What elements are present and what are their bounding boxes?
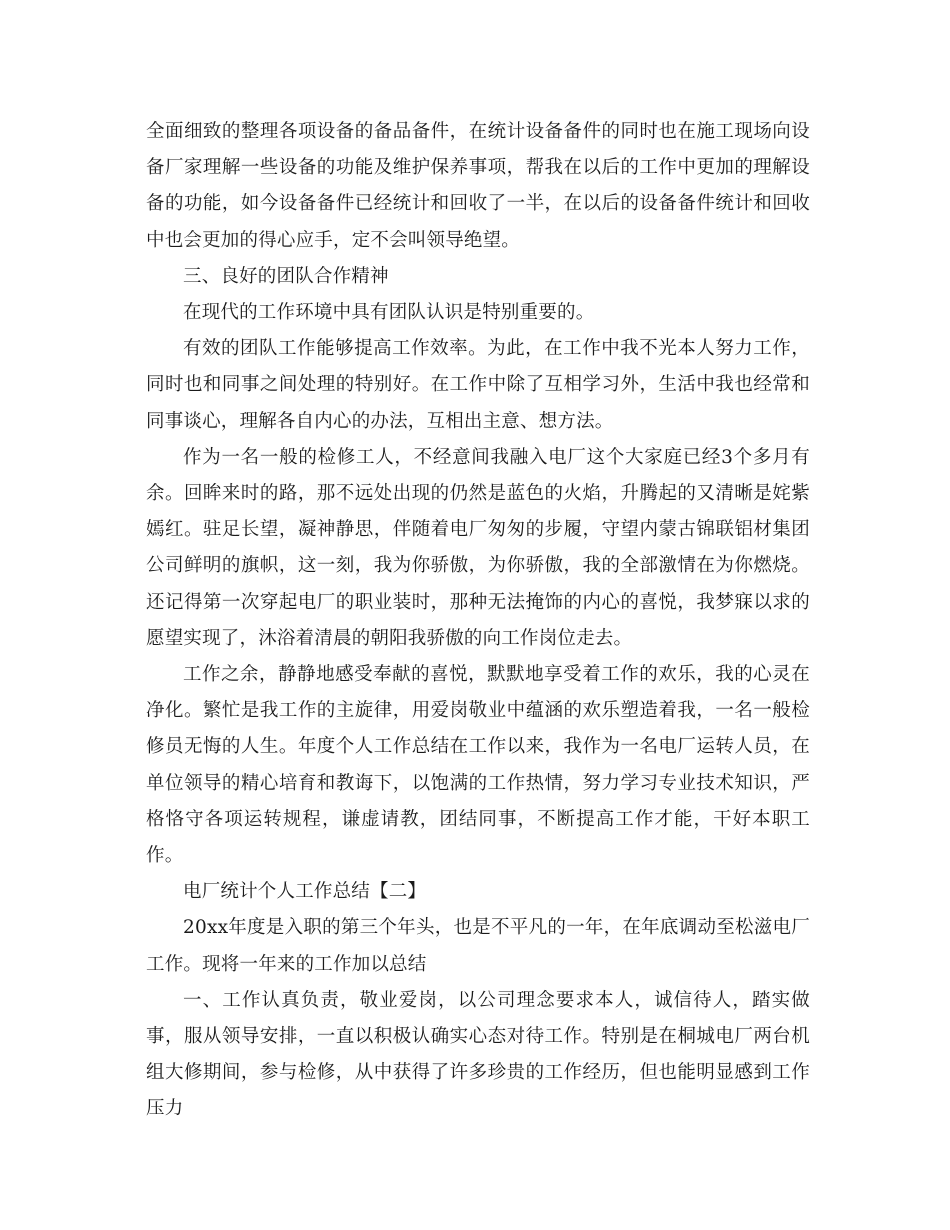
paragraph-3: 有效的团队工作能够提高工作效率。为此，在工作中我不光本人努力工作，同时也和同事之间处理的特别好。在工作中除了互相学习外，生活中我也经常和同事谈心，理解各自内心的办法，互相出主意、想方法。 [146, 338, 810, 432]
document-body [146, 114, 810, 1128]
paragraph-6: 20xx年度是入职的第三个年头，也是不平凡的一年，在年底调动至松滋电厂工作。现将一年来的工作加以总结 [146, 917, 810, 975]
paragraph-2: 在现代的工作环境中具有团队认识是特别重要的。 [183, 302, 595, 324]
paragraph-4: 作为一名一般的检修工人，不经意间我融入电厂这个大家庭已经3个多月有余。回眸来时的路，那不远处出现的仍然是蓝色的火焰，升腾起的又清晰是姹紫嫣红。驻足长望，凝神静思，伴随着电厂匆匆的步履，守望内蒙古锦联铝材集团公司鲜明的旗帜，这一刻，我为你骄傲，为你骄傲，我的全部激情在为你燃烧。还记得第一次穿起电厂的职业装时，那种无法掩饰的内心的喜悦，我梦寐以求的愿望实现了，沐浴着清晨的朝阳我骄傲的向工作岗位走去。 [146, 446, 810, 649]
paragraph-7: 一、工作认真负责，敬业爱岗，以公司理念要求本人，诚信待人，踏实做事，服从领导安排，一直以积极认确实心态对待工作。特别是在桐城电厂两台机组大修期间，参与检修，从中获得了许多珍贵的工作经历，但也能明显感到工作压力 [146, 989, 810, 1120]
section-title-part-two: 电厂统计个人工作总结【二】 [183, 881, 427, 903]
section-heading-teamwork: 三、良好的团队合作精神 [183, 265, 389, 287]
paragraph-1: 全面细致的整理各项设备的备品备件，在统计设备备件的同时也在施工现场向设备厂家理解一些设备的功能及维护保养事项，帮我在以后的工作中更加的理解设备的功能，如今设备备件已经统计和回收了一半，在以后的设备备件统计和回收中也会更加的得心应手，定不会叫领导绝望。 [146, 121, 810, 251]
paragraph-5: 工作之余，静静地感受奉献的喜悦，默默地享受着工作的欢乐，我的心灵在净化。繁忙是我工作的主旋律，用爱岗敬业中蕴涵的欢乐塑造着我，一名一般检修员无悔的人生。年度个人工作总结在工作以来，我作为一名电厂运转人员，在单位领导的精心培育和教诲下，以饱满的工作热情，努力学习专业技术知识，严格恪守各项运转规程，谦虚请教，团结同事，不断提高工作才能，干好本职工作。 [146, 664, 810, 867]
